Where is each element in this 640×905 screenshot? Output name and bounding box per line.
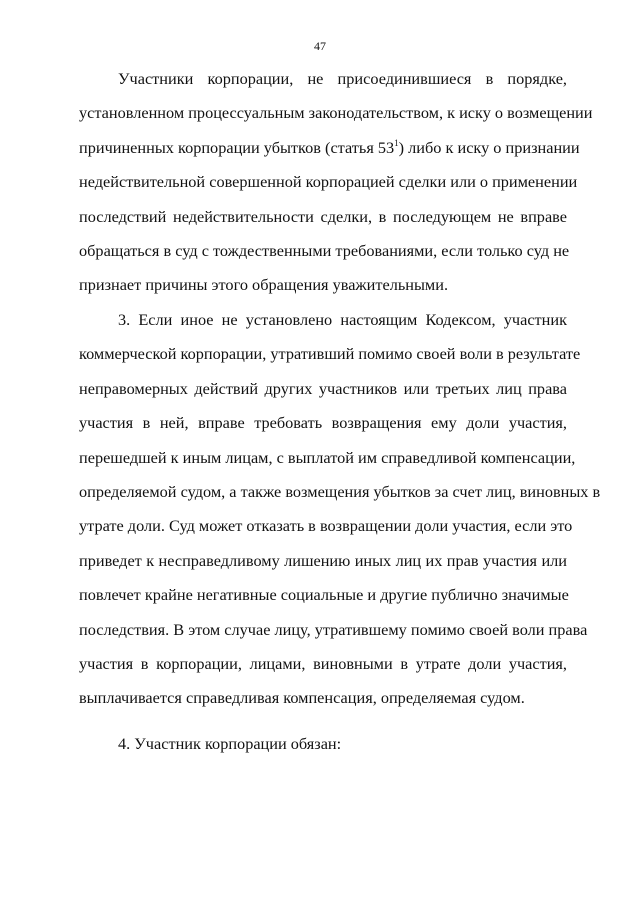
text-line: последствия. В этом случае лицу, утратившему помимо своей воли права: [79, 619, 588, 639]
paragraph-item-3: [79, 303, 601, 716]
text-line: выплачивается справедливая компенсация, определяемая судом.: [79, 688, 525, 708]
text-line: утрате доли. Суд может отказать в возвращении доли участия, если это: [79, 516, 573, 536]
text-line: неправомерных действий других участников или третьих лиц права: [79, 378, 567, 398]
text-line-tail: ) либо к иску о признании: [398, 137, 580, 157]
text-line: приведет к несправедливому лишению иных лиц их прав участия или: [79, 550, 567, 570]
text-line: недействительной совершенной корпорацией сделки или о применении: [79, 172, 578, 192]
text-line: повлечет крайне негативные социальные и другие публично значимые: [79, 585, 569, 605]
text-line: перешедшей к иным лицам, с выплатой им справедливой компенсации,: [79, 447, 576, 467]
text-line-start: причиненных корпорации убытков (статья 53: [79, 137, 395, 157]
text-line-with-footnote: [79, 131, 580, 165]
paragraph-participants-claims: [79, 62, 593, 303]
text-line: 3. Если иное не установлено настоящим Кодексом, участник: [118, 310, 567, 329]
paragraph-item-4: [79, 727, 567, 761]
text-line: Участники корпорации, не присоединившиеся в порядке,: [118, 69, 567, 88]
page-number: 47: [314, 39, 326, 53]
article-superscript: 1: [394, 137, 399, 148]
text-line: коммерческой корпорации, утративший помимо своей воли в результате: [79, 344, 581, 364]
text-line: признает причины этого обращения уважительными.: [79, 275, 449, 295]
text-line: участия в корпорации, лицами, виновными в утрате доли участия,: [79, 653, 567, 673]
text-line: участия в ней, вправе требовать возвращения ему доли участия,: [79, 413, 567, 433]
text-line: определяемой судом, а также возмещения убытков за счет лиц, виновных в: [79, 481, 601, 501]
text-line: последствий недействительности сделки, в последующем не вправе: [79, 206, 567, 226]
text-line: установленном процессуальным законодательством, к иску о возмещении: [79, 103, 593, 123]
text-line: 4. Участник корпорации обязан:: [118, 734, 342, 753]
text-line: обращаться в суд с тождественными требованиями, если только суд не: [79, 240, 570, 260]
